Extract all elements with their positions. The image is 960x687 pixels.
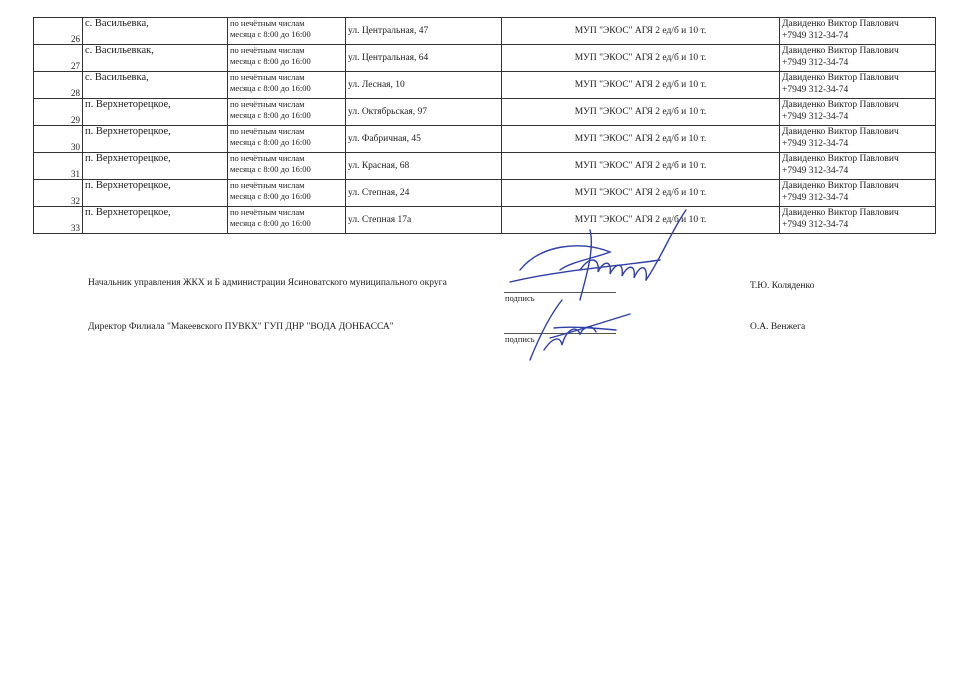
row-number: 30 xyxy=(34,126,83,153)
schedule-cell xyxy=(228,153,346,180)
row-number: 28 xyxy=(34,72,83,99)
contact-cell xyxy=(780,180,936,207)
street-cell: ул. Лесная, 10 xyxy=(346,72,502,99)
contact-cell xyxy=(780,72,936,99)
village-cell: с. Васильевкак, xyxy=(83,45,228,72)
signatory-name-1: Т.Ю. Коляденко xyxy=(750,281,815,291)
schedule-cell xyxy=(228,207,346,234)
row-number: 27 xyxy=(34,45,83,72)
schedule-line-1: по нечётным числам xyxy=(230,180,305,190)
signature-caption-2: подпись xyxy=(505,334,535,344)
street-cell: ул. Октябрьская, 97 xyxy=(346,99,502,126)
contact-name: Давиденко Виктор Павлович xyxy=(782,127,899,137)
contact-cell xyxy=(780,153,936,180)
schedule-line-1: по нечётным числам xyxy=(230,45,305,55)
contact-phone: +7949 312-34-74 xyxy=(782,112,849,122)
row-number: 29 xyxy=(34,99,83,126)
signatory-name-2: О.А. Венжега xyxy=(750,322,806,332)
schedule-cell xyxy=(228,99,346,126)
village-cell: п. Верхнеторецкое, xyxy=(83,180,228,207)
contact-phone: +7949 312-34-74 xyxy=(782,139,849,149)
table-row xyxy=(34,207,936,234)
table-row xyxy=(34,18,936,45)
row-number: 32 xyxy=(34,180,83,207)
contact-name: Давиденко Виктор Павлович xyxy=(782,73,899,83)
contact-phone: +7949 312-34-74 xyxy=(782,58,849,68)
table-row xyxy=(34,72,936,99)
signature-title-2: Директор Филиала "Макеевского ПУВКХ" ГУП ДНР "ВОДА ДОНБАССА" xyxy=(88,322,394,332)
schedule-line-2: месяца с 8:00 до 16:00 xyxy=(230,191,311,201)
table-row xyxy=(34,126,936,153)
contact-phone: +7949 312-34-74 xyxy=(782,31,849,41)
village-cell: п. Верхнеторецкое, xyxy=(83,99,228,126)
contact-phone: +7949 312-34-74 xyxy=(782,193,849,203)
schedule-line-1: по нечётным числам xyxy=(230,207,305,217)
row-number: 33 xyxy=(34,207,83,234)
contact-name: Давиденко Виктор Павлович xyxy=(782,46,899,56)
table-row xyxy=(34,180,936,207)
contact-name: Давиденко Виктор Павлович xyxy=(782,181,899,191)
handwritten-signature-2 xyxy=(510,290,640,365)
organization-cell: МУП "ЭКОС" АГЯ 2 ед/б и 10 т. xyxy=(502,99,780,126)
schedule-cell xyxy=(228,18,346,45)
village-cell: п. Верхнеторецкое, xyxy=(83,126,228,153)
street-cell: ул. Фабричная, 45 xyxy=(346,126,502,153)
row-number: 31 xyxy=(34,153,83,180)
contact-phone: +7949 312-34-74 xyxy=(782,85,849,95)
signature-title-1: Начальник управления ЖКХ и Б администрации Ясиноватского муниципального округа xyxy=(88,278,447,288)
street-cell: ул. Степная, 24 xyxy=(346,180,502,207)
street-cell: ул. Красная, 68 xyxy=(346,153,502,180)
schedule-line-1: по нечётным числам xyxy=(230,99,305,109)
schedule-line-1: по нечётным числам xyxy=(230,126,305,136)
village-cell: п. Верхнеторецкое, xyxy=(83,207,228,234)
contact-cell xyxy=(780,18,936,45)
organization-cell: МУП "ЭКОС" АГЯ 2 ед/б и 10 т. xyxy=(502,45,780,72)
table-row xyxy=(34,99,936,126)
organization-cell: МУП "ЭКОС" АГЯ 2 ед/б и 10 т. xyxy=(502,72,780,99)
schedule-cell xyxy=(228,72,346,99)
contact-cell xyxy=(780,45,936,72)
street-cell: ул. Степная 17а xyxy=(346,207,502,234)
contact-cell xyxy=(780,99,936,126)
schedule-line-2: месяца с 8:00 до 16:00 xyxy=(230,110,311,120)
contact-name: Давиденко Виктор Павлович xyxy=(782,208,899,218)
schedule-cell xyxy=(228,45,346,72)
schedule-table xyxy=(33,17,936,234)
village-cell: п. Верхнеторецкое, xyxy=(83,153,228,180)
contact-phone: +7949 312-34-74 xyxy=(782,166,849,176)
schedule-line-2: месяца с 8:00 до 16:00 xyxy=(230,164,311,174)
schedule-line-1: по нечётным числам xyxy=(230,72,305,82)
contact-cell xyxy=(780,126,936,153)
village-cell: с. Васильевка, xyxy=(83,72,228,99)
contact-name: Давиденко Виктор Павлович xyxy=(782,19,899,29)
street-cell: ул. Центральная, 64 xyxy=(346,45,502,72)
contact-name: Давиденко Виктор Павлович xyxy=(782,100,899,110)
village-cell: с. Васильевка, xyxy=(83,18,228,45)
schedule-line-2: месяца с 8:00 до 16:00 xyxy=(230,56,311,66)
schedule-cell xyxy=(228,126,346,153)
organization-cell: МУП "ЭКОС" АГЯ 2 ед/б и 10 т. xyxy=(502,126,780,153)
contact-name: Давиденко Виктор Павлович xyxy=(782,154,899,164)
organization-cell: МУП "ЭКОС" АГЯ 2 ед/б и 10 т. xyxy=(502,18,780,45)
row-number: 26 xyxy=(34,18,83,45)
schedule-line-1: по нечётным числам xyxy=(230,18,305,28)
table-row xyxy=(34,153,936,180)
schedule-line-2: месяца с 8:00 до 16:00 xyxy=(230,83,311,93)
schedule-line-2: месяца с 8:00 до 16:00 xyxy=(230,29,311,39)
schedule-cell xyxy=(228,180,346,207)
organization-cell: МУП "ЭКОС" АГЯ 2 ед/б и 10 т. xyxy=(502,207,780,234)
signature-caption-1: подпись xyxy=(505,293,535,303)
schedule-line-1: по нечётным числам xyxy=(230,153,305,163)
schedule-line-2: месяца с 8:00 до 16:00 xyxy=(230,218,311,228)
contact-cell xyxy=(780,207,936,234)
organization-cell: МУП "ЭКОС" АГЯ 2 ед/б и 10 т. xyxy=(502,180,780,207)
schedule-line-2: месяца с 8:00 до 16:00 xyxy=(230,137,311,147)
table-row xyxy=(34,45,936,72)
street-cell: ул. Центральная, 47 xyxy=(346,18,502,45)
organization-cell: МУП "ЭКОС" АГЯ 2 ед/б и 10 т. xyxy=(502,153,780,180)
contact-phone: +7949 312-34-74 xyxy=(782,220,849,230)
